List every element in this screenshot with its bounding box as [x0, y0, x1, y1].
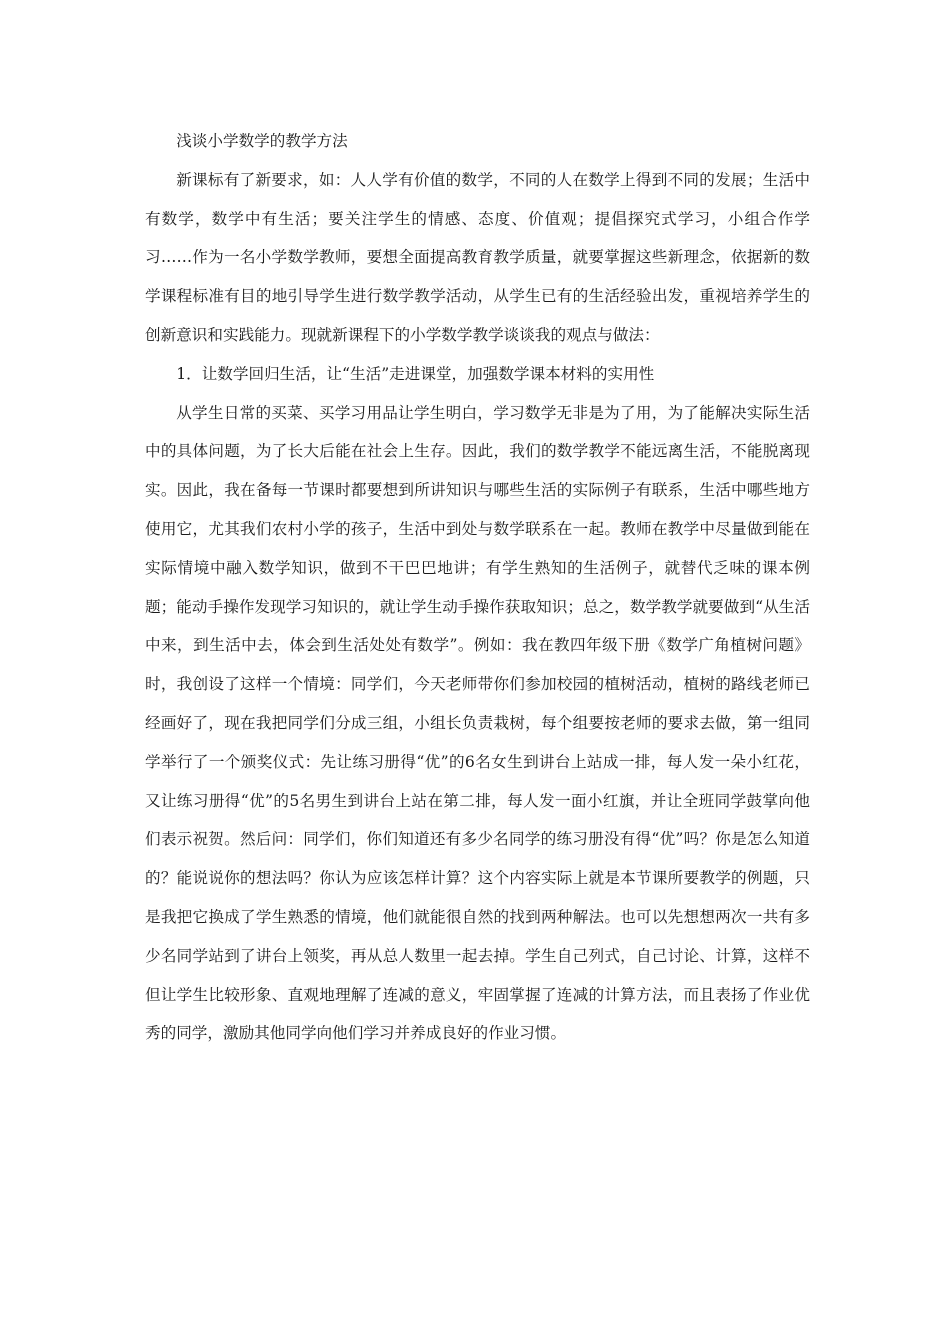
section-1-heading: 1．让数学回归生活，让“生活”走进课堂，加强数学课本材料的实用性: [176, 364, 655, 383]
document-title: 浅谈小学数学的教学方法: [176, 132, 348, 150]
intro-paragraph: 新课标有了新要求，如：人人学有价值的数学，不同的人在数学上得到不同的发展；生活中有数学，数学中有生活；要关注学生的情感、态度、价值观；提倡探究式学习，小组合作学习……作为一名小学数学教师，要想全面提高教育教学质量，就要掌握这些新理念，依据新的数学课程标准有目的地引导学生进行数学教学活动，从学生已有的生活经验出发，重视培养学生的创新意识和实践能力。现就新课程下的小学数学教学谈谈我的观点与做法：: [145, 170, 810, 344]
document-page: [145, 122, 810, 1053]
section-1-body: 从学生日常的买菜、买学习用品让学生明白，学习数学无非是为了用，为了能解决实际生活中的具体问题，为了长大后能在社会上生存。因此，我们的数学教学不能远离生活，不能脱离现实。因此，我在备每一节课时都要想到所讲知识与哪些生活的实际例子有联系，生活中哪些地方使用它，尤其我们农村小学的孩子，生活中到处与数学联系在一起。教师在教学中尽量做到能在实际情境中融入数学知识，做到不干巴巴地讲；有学生熟知的生活例子，就替代乏味的课本例题；能动手操作发现学习知识的，就让学生动手操作获取知识；总之，数学教学就要做到“从生活中来，到生活中去，体会到生活处处有数学”。例如：我在教四年级下册《数学广角植树问题》时，我创设了这样一个情境：同学们，今天老师带你们参加校园的植树活动，植树的路线老师已经画好了，现在我把同学们分成三组，小组长负责栽树，每个组要按老师的要求去做，第一组同学举行了一个颁奖仪式：先让练习册得“优”的6名女生到讲台上站成一排，每人发一朵小红花，又让练习册得“优”的5名男生到讲台上站在第二排，每人发一面小红旗，并让全班同学鼓掌向他们表示祝贺。然后问：同学们，你们知道还有多少名同学的练习册没有得“优”吗？你是怎么知道的？能说说你的想法吗？你认为应该怎样计算？这个内容实际上就是本节课所要教学的例题，只是我把它换成了学生熟悉的情境，他们就能很自然的找到两种解法。也可以先想想两次一共有多少名同学站到了讲台上领奖，再从总人数里一起去掉。学生自己列式，自己讨论、计算，这样不但让学生比较形象、直观地理解了连减的意义，牢固掌握了连减的计算方法，而且表扬了作业优秀的同学，激励其他同学向他们学习并养成良好的作业习惯。: [145, 403, 810, 1043]
